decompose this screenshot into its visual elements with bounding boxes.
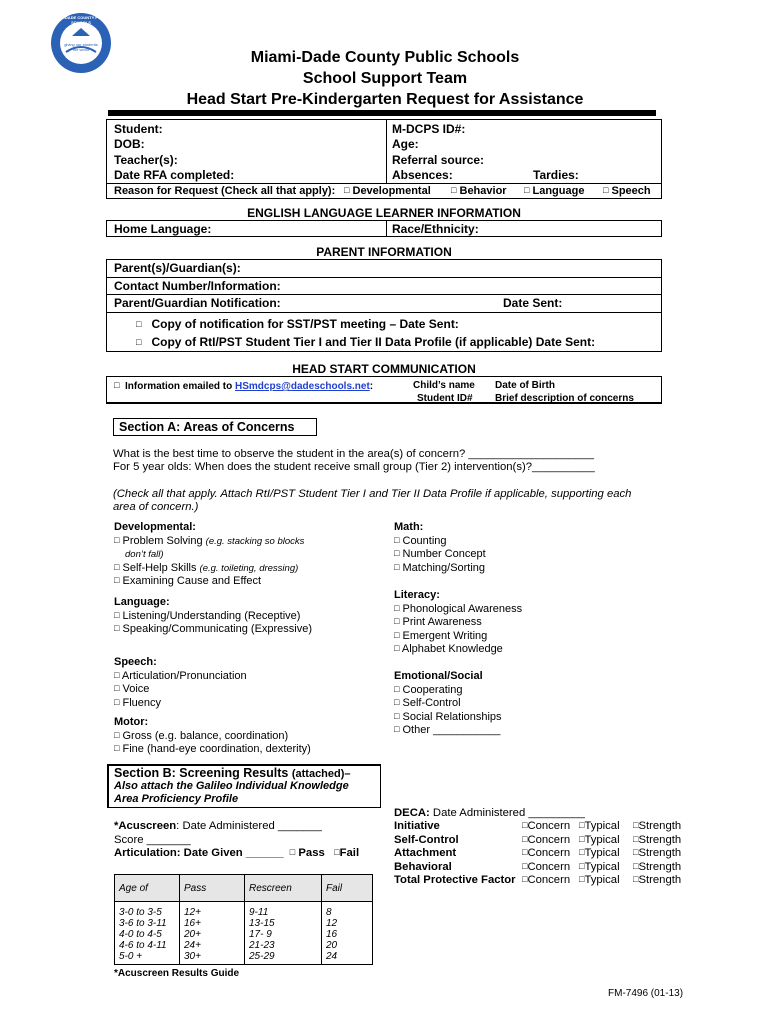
form-number: FM-7496 (01-13) (608, 988, 684, 999)
language-heading: Language: (114, 596, 170, 608)
deca-strength: Strength (638, 874, 682, 886)
galileo-note-1: Also attach the Galileo Individual Knowledge (114, 780, 349, 792)
table-row (115, 940, 373, 951)
table-cell: 4-0 to 4-5 (115, 929, 180, 940)
self-help-label: Self-Help Skills (122, 561, 197, 574)
table-cell: 20+ (180, 929, 245, 940)
literacy-heading: Literacy: (394, 589, 440, 601)
absences-label: Absences: (392, 168, 453, 182)
acuscreen-date: : Date Administered _______ (176, 820, 322, 832)
deca-strength: Strength (638, 847, 682, 859)
deca-strength-checkbox[interactable]: □ (633, 847, 639, 857)
problem-solving-checkbox[interactable]: □ (114, 534, 120, 545)
receptive-checkbox[interactable]: □ (114, 609, 120, 620)
speech-list (114, 656, 247, 710)
receptive-label: Listening/Understanding (Receptive) (122, 609, 301, 622)
table-header-rescreen: Rescreen (245, 875, 322, 902)
speech-heading: Speech: (114, 656, 157, 668)
alphabet-checkbox[interactable]: □ (394, 643, 400, 653)
print-awareness-checkbox[interactable]: □ (394, 616, 400, 626)
self-help-example: (e.g. toileting, dressing) (199, 562, 299, 574)
logo-tagline: giving our students the world (64, 42, 98, 52)
cause-effect-checkbox[interactable]: □ (114, 575, 120, 585)
table-cell: 21-23 (245, 940, 322, 951)
deca-concern: Concern (527, 820, 571, 832)
deca-row-attachment (394, 847, 694, 861)
deca-concern: Concern (527, 847, 571, 859)
copy1-label: Copy of notification for SST/PST meeting – Date Sent: (151, 317, 459, 331)
reason-behavior: Behavior (459, 185, 507, 197)
dob-comm-label: Date of Birth (495, 380, 555, 391)
table-cell: 12+ (180, 902, 245, 919)
articulation-fail: Fail (339, 847, 360, 859)
deca-concern: Concern (527, 874, 571, 886)
logo-text: MIAMI-DADE COUNTY PUBLIC SCHOOLS (51, 15, 111, 25)
table-cell: 13-15 (245, 918, 322, 929)
section-b-attached: (attached)– (291, 768, 351, 780)
mdcps-id-label: M-DCPS ID#: (392, 122, 466, 136)
table-header-pass: Pass (180, 875, 245, 902)
self-control-checkbox[interactable]: □ (394, 697, 400, 707)
expressive-label: Speaking/Communicating (Expressive) (122, 623, 313, 635)
phonological-label: Phonological Awareness (402, 602, 523, 615)
print-awareness-label: Print Awareness (402, 616, 482, 628)
table-row (115, 902, 373, 919)
deca-date: Date Administered _________ (432, 807, 585, 819)
counting-label: Counting (402, 534, 447, 547)
motor-heading: Motor: (114, 716, 149, 728)
reason-language: Language (532, 185, 585, 197)
contact-label: Contact Number/Information: (114, 279, 281, 293)
articulation-checkbox[interactable]: □ (114, 669, 120, 680)
motor-list (114, 716, 311, 757)
table-cell: 9-11 (245, 902, 322, 919)
voice-checkbox[interactable]: □ (114, 683, 120, 693)
age-label: Age: (392, 137, 419, 151)
deca-strength-checkbox[interactable]: □ (633, 820, 639, 830)
section-b-title: Section B: Screening Results (114, 766, 289, 780)
deca-concern-checkbox[interactable]: □ (522, 820, 528, 830)
deca-concern: Concern (527, 833, 571, 846)
cause-effect-label: Examining Cause and Effect (122, 575, 262, 587)
fluency-label: Fluency (122, 696, 162, 709)
header-form-title: Head Start Pre-Kindergarten Request for Assistance (186, 91, 584, 108)
table-cell: 3-6 to 3-11 (115, 918, 180, 929)
date-sent-label: Date Sent: (503, 296, 563, 310)
reason-label: Reason for Request (Check all that apply): (114, 185, 336, 197)
deca-strength: Strength (638, 820, 682, 832)
table-cell: 24+ (180, 940, 245, 951)
header-team: School Support Team (302, 70, 468, 87)
deca-row-initiative (394, 820, 694, 834)
gross-motor-label: Gross (e.g. balance, coordination) (122, 729, 289, 742)
deca-concern-checkbox[interactable]: □ (522, 874, 528, 884)
deca-typical: Typical (584, 847, 620, 859)
acuscreen-guide: *Acuscreen Results Guide (114, 968, 240, 979)
tier2-question: For 5 year olds: When does the student receive small group (Tier 2) intervention(s)?__________ (113, 461, 595, 473)
tardies-label: Tardies: (533, 168, 579, 182)
parent-heading: PARENT INFORMATION (316, 245, 452, 259)
developmental-list (114, 521, 304, 589)
ell-heading: ENGLISH LANGUAGE LEARNER INFORMATION (247, 206, 521, 220)
galileo-note-2: Area Proficiency Profile (114, 793, 239, 805)
cooperating-label: Cooperating (402, 683, 463, 696)
reason-checkbox-developmental[interactable]: □ (344, 185, 350, 195)
language-list (114, 596, 312, 637)
deca-strength-checkbox[interactable]: □ (633, 860, 639, 871)
articulation-fail-checkbox[interactable]: □ (334, 847, 340, 857)
acuscreen-label: *Acuscreen (114, 820, 177, 832)
table-header-fail: Fail (322, 875, 373, 902)
problem-solving-example-2: don’t fall) (125, 549, 164, 560)
copy2-label: Copy of RtI/PST Student Tier I and Tier II Data Profile (if applicable) Date Sent: (151, 335, 596, 349)
articulation-date: Articulation: Date Given ______ (114, 847, 284, 859)
table-cell: 16 (322, 929, 373, 940)
info-emailed-colon: : (369, 381, 374, 392)
deca-row-total-protective (394, 874, 694, 888)
deca-typical-checkbox[interactable]: □ (579, 833, 585, 844)
table-cell: 20 (322, 940, 373, 951)
deca-row-label: Self-Control (394, 833, 459, 846)
deca-row-label: Attachment (394, 847, 457, 859)
self-control-label: Self-Control (402, 697, 461, 709)
referral-label: Referral source: (392, 153, 485, 167)
deca-strength: Strength (638, 833, 682, 846)
table-cell: 12 (322, 918, 373, 929)
hs-email-link[interactable]: HSmdcps@dadeschools.net (235, 381, 370, 392)
number-concept-checkbox[interactable]: □ (394, 548, 400, 558)
math-heading: Math: (394, 521, 424, 533)
cooperating-checkbox[interactable]: □ (394, 683, 400, 694)
guardians-label: Parent(s)/Guardian(s): (114, 261, 241, 275)
acuscreen-score: Score _______ (114, 834, 191, 846)
voice-label: Voice (122, 683, 150, 695)
acuscreen-table (114, 874, 373, 965)
deca-row-label: Behavioral (394, 860, 452, 873)
header-district: Miami-Dade County Public Schools (250, 49, 520, 66)
emotional-heading: Emotional/Social (394, 670, 483, 682)
table-header-age: Age of (115, 875, 180, 902)
table-cell: 24 (322, 951, 373, 965)
phonological-checkbox[interactable]: □ (394, 602, 400, 613)
gross-motor-checkbox[interactable]: □ (114, 729, 120, 740)
deca-row-self-control (394, 834, 694, 848)
table-row (115, 918, 373, 929)
articulation-pass-checkbox[interactable]: □ (289, 847, 296, 857)
reason-checkbox-behavior[interactable]: □ (451, 185, 457, 195)
social-relationships-label: Social Relationships (402, 710, 502, 723)
check-note-1: (Check all that apply. Attach RtI/PST Student Tier I and Tier II Data Profile if applicable, supporting each (113, 488, 632, 500)
brief-desc-label: Brief description of concerns (495, 393, 634, 404)
fine-motor-checkbox[interactable]: □ (114, 743, 120, 753)
expressive-checkbox[interactable]: □ (114, 623, 120, 633)
student-id-label: Student ID# (417, 393, 473, 404)
deca-typical: Typical (584, 833, 620, 846)
table-row (115, 929, 373, 940)
matching-checkbox[interactable]: □ (394, 561, 400, 572)
deca-typical: Typical (584, 874, 620, 886)
deca-strength-checkbox[interactable]: □ (633, 833, 639, 844)
table-cell: 4-6 to 4-11 (115, 940, 180, 951)
deca-row-label: Total Protective Factor (394, 874, 516, 886)
emotional-list (394, 670, 502, 738)
race-label: Race/Ethnicity: (392, 222, 479, 236)
fine-motor-label: Fine (hand-eye coordination, dexterity) (122, 743, 311, 755)
observe-question: What is the best time to observe the student in the area(s) of concern? ____________________ (113, 448, 595, 460)
deca-row-behavioral (394, 861, 694, 875)
counting-checkbox[interactable]: □ (394, 534, 400, 545)
deca-row-label: Initiative (394, 820, 440, 832)
notification-label: Parent/Guardian Notification: (114, 296, 281, 310)
info-emailed-checkbox[interactable]: □ (114, 380, 120, 390)
deca-concern: Concern (527, 860, 571, 873)
deca-strength: Strength (638, 860, 682, 873)
deca-typical-checkbox[interactable]: □ (579, 820, 585, 830)
hs-comm-heading: HEAD START COMMUNICATION (292, 362, 476, 376)
emergent-writing-label: Emergent Writing (402, 629, 488, 642)
emergent-writing-checkbox[interactable]: □ (394, 629, 400, 640)
table-cell: 5-0 + (115, 951, 180, 965)
problem-solving-example: (e.g. stacking so blocks (205, 535, 305, 547)
other-label: Other ___________ (402, 724, 501, 736)
deca-typical-checkbox[interactable]: □ (579, 874, 585, 884)
table-cell: 30+ (180, 951, 245, 965)
deca-rows (394, 820, 694, 888)
dob-label: DOB: (114, 137, 145, 151)
header-rule (108, 110, 656, 116)
deca-concern-checkbox[interactable]: □ (522, 847, 528, 857)
matching-label: Matching/Sorting (402, 561, 486, 574)
deca-typical: Typical (584, 820, 620, 832)
reason-checkbox-language[interactable]: □ (524, 185, 530, 195)
date-rfa-label: Date RFA completed: (114, 168, 235, 182)
table-cell: 3-0 to 3-5 (115, 902, 180, 919)
articulation-label: Articulation/Pronunciation (121, 669, 247, 682)
section-a-title: Section A: Areas of Concerns (119, 420, 295, 434)
child-name-label: Child’s name (413, 380, 475, 391)
deca-concern-checkbox[interactable]: □ (522, 833, 528, 844)
self-help-checkbox[interactable]: □ (114, 561, 120, 572)
articulation-pass: Pass (298, 847, 325, 859)
copy2-checkbox[interactable]: □ (136, 337, 142, 347)
info-emailed-label: Information emailed to (125, 381, 233, 392)
deca-strength-checkbox[interactable]: □ (633, 874, 639, 884)
table-cell: 8 (322, 902, 373, 919)
other-checkbox[interactable]: □ (394, 724, 400, 734)
teachers-label: Teacher(s): (114, 153, 178, 167)
developmental-heading: Developmental: (114, 521, 196, 533)
deca-typical-checkbox[interactable]: □ (579, 847, 585, 857)
table-cell: 25-29 (245, 951, 322, 965)
social-relationships-checkbox[interactable]: □ (394, 710, 400, 721)
table-cell: 17- 9 (245, 929, 322, 940)
copy1-checkbox[interactable]: □ (136, 319, 142, 329)
deca-typical-checkbox[interactable]: □ (579, 860, 585, 871)
deca-label: DECA: (394, 807, 430, 819)
fluency-checkbox[interactable]: □ (114, 696, 120, 707)
deca-concern-checkbox[interactable]: □ (522, 860, 528, 871)
student-label: Student: (114, 122, 163, 136)
math-list (394, 521, 486, 575)
deca-typical: Typical (584, 860, 620, 873)
reason-developmental: Developmental (352, 185, 431, 197)
literacy-list (394, 589, 522, 657)
number-concept-label: Number Concept (402, 548, 486, 560)
problem-solving-label: Problem Solving (122, 534, 203, 547)
check-note-2: area of concern.) (113, 501, 199, 513)
table-cell: 16+ (180, 918, 245, 929)
alphabet-label: Alphabet Knowledge (401, 643, 503, 655)
reason-checkbox-speech[interactable]: □ (603, 185, 609, 195)
home-language-label: Home Language: (114, 222, 212, 236)
reason-speech: Speech (611, 185, 651, 197)
table-row (115, 951, 373, 965)
